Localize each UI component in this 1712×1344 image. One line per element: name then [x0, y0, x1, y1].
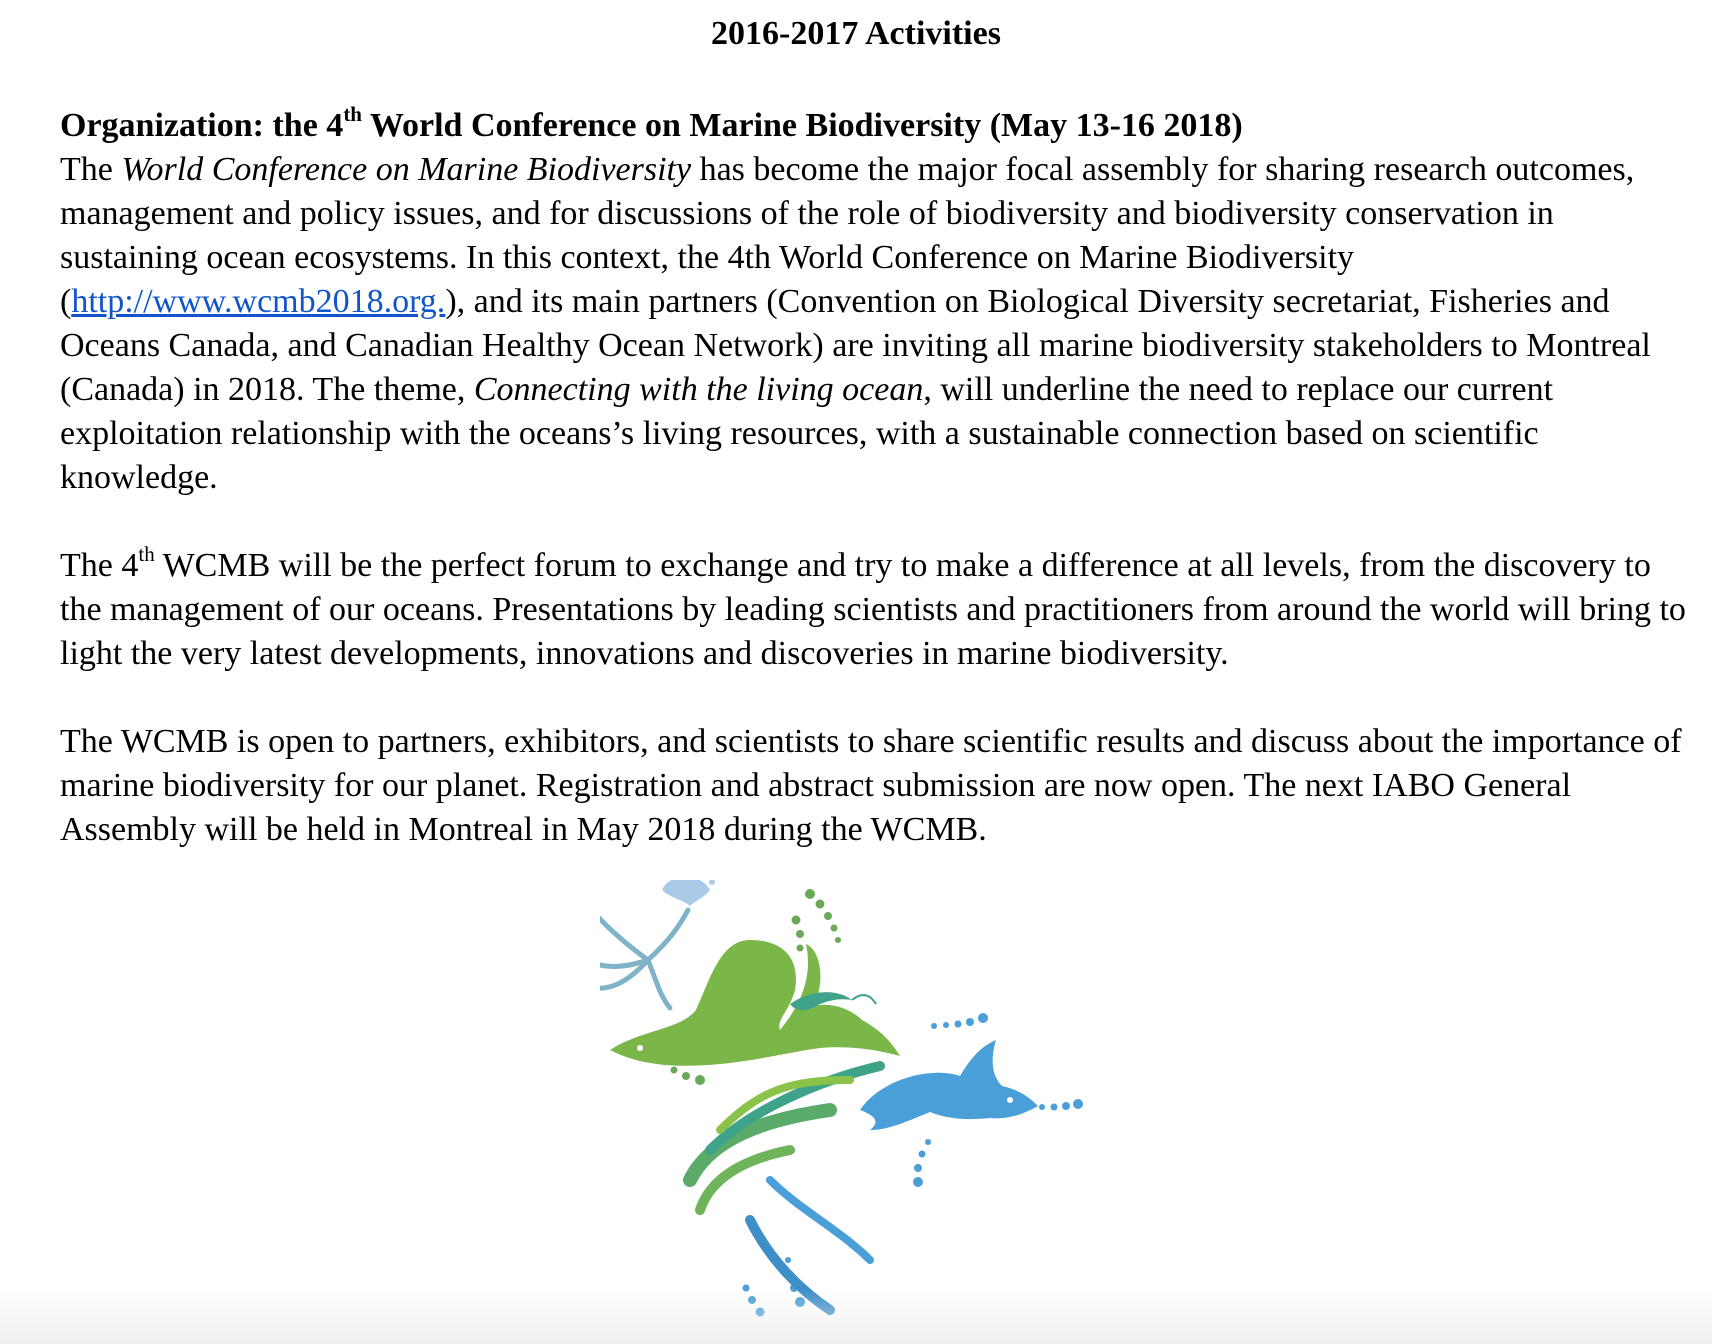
section-heading — [60, 101, 1700, 148]
conference-website-link[interactable]: http://www.wcmb2018.org. — [71, 283, 446, 320]
conference-name-italic: World Conference on Marine Biodiversity — [121, 151, 692, 188]
seal-icon — [610, 940, 900, 1066]
para1-text-3: ), and its main partners (Convention on Biological Diversity secretariat, Fisheries and Oceans Canada, and Canadian Healthy Ocean Network) are inviting all marine biodiversity stakeholders to Montreal (Canada) in 2018. The theme, — [60, 283, 1651, 408]
page-bottom-shadow — [0, 1290, 1712, 1344]
fish-icon — [860, 1040, 1038, 1130]
paragraph-spacer — [60, 500, 1700, 544]
para1-text-1: The — [60, 151, 122, 188]
page-title: 2016-2017 Activities — [711, 15, 1001, 52]
para2-text-2: WCMB will be the perfect forum to exchange and try to make a difference at all levels, from the discovery to the management of our oceans. Presentations by leading scientists and practitioners from around the world will bring to light the very latest developments, innovations and discoveries in marine biodiversity. — [60, 547, 1686, 672]
jellyfish-icon — [662, 880, 710, 906]
paragraph-2 — [60, 541, 1700, 676]
heading-suffix: World Conference on Marine Biodiversity (May 13-16 2018) — [362, 107, 1243, 144]
seaweed-icon — [690, 1066, 880, 1310]
para1-text-4: , will underline the need to replace our current exploitation relationship with the oceans’s living resources, with a sustainable connection based on scientific knowledge. — [60, 371, 1554, 496]
paragraph-3: The WCMB is open to partners, exhibitors, and scientists to share scientific results and discuss about the importance of marine biodiversity for our planet. Registration and abstract submission are now open. The next IABO General Assembly will be held in Montreal in May 2018 during the WCMB. — [60, 723, 1682, 848]
starfish-icon — [600, 910, 688, 1008]
paragraph-1 — [60, 148, 1700, 500]
paragraph-spacer — [60, 676, 1700, 720]
para2-sup: th — [138, 541, 155, 566]
para1-text-2: has become the major focal assembly for sharing research outcomes, management and policy issues, and for discussions of the role of biodiversity and biodiversity conservation in sustaining ocean ecosystems. In this context, the 4th World Conference on Marine Biodiversity ( — [60, 151, 1635, 320]
bubble-trail-green — [792, 889, 842, 952]
marine-life-illustration-icon — [600, 880, 1140, 1344]
theme-italic: Connecting with the living ocean — [473, 371, 924, 408]
heading-sup: th — [343, 101, 362, 126]
heading-prefix: Organization: the 4 — [60, 107, 344, 144]
para2-text-1: The 4 — [60, 547, 139, 584]
document-body — [60, 101, 1700, 852]
